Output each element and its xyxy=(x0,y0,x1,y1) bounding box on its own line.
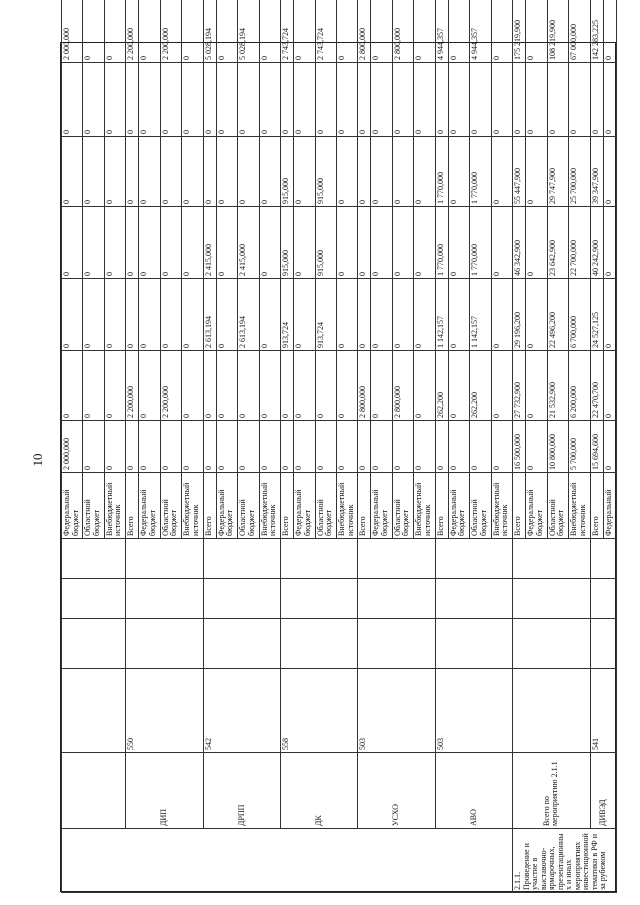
table-cell: 0 xyxy=(182,207,203,279)
table-cell: 1 770,000 xyxy=(435,207,448,279)
table-cell: 0 xyxy=(294,0,315,63)
table-cell: 0 xyxy=(603,137,616,207)
table-cell: Федеральный бюджет xyxy=(448,473,469,539)
table-cell: 0 xyxy=(126,279,139,351)
table-cell: Всего xyxy=(281,473,294,539)
table-row xyxy=(358,0,371,893)
table-cell xyxy=(126,539,203,579)
table-cell: 0 xyxy=(126,137,139,207)
table-cell: 16 500,000 xyxy=(513,421,526,473)
table-cell: 6 200,000 xyxy=(569,351,590,421)
table-cell: 0 xyxy=(281,63,294,137)
table-cell: 29 196,200 xyxy=(513,279,526,351)
table-cell: 0 xyxy=(126,421,139,473)
table-cell: Внебюджетный источник xyxy=(414,473,435,539)
table-cell xyxy=(62,669,126,753)
table-cell: 0 xyxy=(104,63,125,137)
table-row xyxy=(513,0,526,893)
table-cell: 0 xyxy=(139,207,160,279)
table-cell: ДК xyxy=(281,753,358,829)
table-cell: Федеральный бюджет xyxy=(139,473,160,539)
table-cell: 0 xyxy=(294,421,315,473)
table-cell: 0 xyxy=(590,63,603,137)
table-cell: 0 xyxy=(448,63,469,137)
table-cell xyxy=(513,539,590,579)
table-cell xyxy=(513,579,590,619)
table-cell: 0 xyxy=(448,351,469,421)
table-cell: 25 700,000 xyxy=(569,137,590,207)
table-cell: 0 xyxy=(371,421,392,473)
table-cell: 0 xyxy=(83,137,104,207)
table-cell: 0 xyxy=(216,137,237,207)
table-cell: Областной бюджет xyxy=(392,473,413,539)
table-cell: 4 944,357 xyxy=(435,0,448,63)
rotation-wrapper xyxy=(61,20,617,893)
table-cell: Федеральный бюджет xyxy=(216,473,237,539)
table-cell: Внебюджетный источник xyxy=(491,473,512,539)
table-cell: Федеральный бюджет xyxy=(294,473,315,539)
table-cell: 10 800,000 xyxy=(547,421,568,473)
table-cell: 0 xyxy=(470,63,491,137)
table-cell: 0 xyxy=(526,137,547,207)
table-cell: 0 xyxy=(526,63,547,137)
table-cell: 0 xyxy=(371,279,392,351)
page-number: 10 xyxy=(30,453,45,467)
table-cell xyxy=(203,539,280,579)
table-cell: Областной бюджет xyxy=(83,473,104,539)
table-cell: 67 000,000 xyxy=(569,0,590,63)
table-cell: 55 447,900 xyxy=(513,137,526,207)
table-cell: 1 770,000 xyxy=(470,137,491,207)
table-cell: 0 xyxy=(414,351,435,421)
table-cell: 0 xyxy=(203,137,216,207)
rotated-table-sheet xyxy=(60,20,616,892)
table-cell xyxy=(62,753,126,829)
table-cell: 0 xyxy=(238,351,259,421)
table-cell: 2 613,194 xyxy=(203,279,216,351)
table-cell: 0 xyxy=(203,421,216,473)
table-cell xyxy=(203,619,280,669)
table-cell: 503 xyxy=(435,669,512,753)
table-cell: 0 xyxy=(160,63,181,137)
table-cell: 0 xyxy=(62,63,83,137)
table-cell: 2 200,000 xyxy=(126,351,139,421)
table-cell: 24 527,125 xyxy=(590,279,603,351)
table-cell: Федеральный бюджет xyxy=(62,473,83,539)
table-cell: 0 xyxy=(569,63,590,137)
table-cell: Областной бюджет xyxy=(315,473,336,539)
table-cell: 0 xyxy=(182,63,203,137)
table-cell: 0 xyxy=(216,351,237,421)
table-cell: 0 xyxy=(491,421,512,473)
table-cell xyxy=(435,579,512,619)
table-cell xyxy=(435,539,512,579)
table-cell: 0 xyxy=(435,63,448,137)
table-cell: 0 xyxy=(216,279,237,351)
table-cell: 542 xyxy=(203,669,280,753)
table-cell: 0 xyxy=(371,137,392,207)
table-cell: 0 xyxy=(358,279,371,351)
table-cell: 0 xyxy=(83,421,104,473)
table-cell: 0 xyxy=(139,0,160,63)
table-cell: 0 xyxy=(448,0,469,63)
table-cell: 0 xyxy=(358,421,371,473)
table-cell: 2 800,000 xyxy=(358,0,371,63)
table-cell: 0 xyxy=(448,137,469,207)
table-cell: 0 xyxy=(294,137,315,207)
table-cell: 0 xyxy=(216,63,237,137)
table-cell: 2.1.1. Проведение и участие в выставочно-ярмарочных, презентационных и иных мероприятиях инвестиционной тематики в РФ и за рубежом xyxy=(513,829,617,893)
table-cell xyxy=(358,579,435,619)
table-cell: 2 800,000 xyxy=(392,351,413,421)
table-cell: 0 xyxy=(160,421,181,473)
table-cell: 4 944,357 xyxy=(470,0,491,63)
table-cell: 0 xyxy=(104,351,125,421)
table-cell: 0 xyxy=(337,207,358,279)
table-cell: 0 xyxy=(603,421,616,473)
table-cell: 0 xyxy=(358,137,371,207)
table-cell: 503 xyxy=(358,669,435,753)
table-cell: 5 028,194 xyxy=(203,0,216,63)
table-cell: 2 200,000 xyxy=(126,0,139,63)
table-cell: Всего xyxy=(126,473,139,539)
table-cell: 0 xyxy=(491,137,512,207)
table-cell: Внебюджетный источник xyxy=(182,473,203,539)
table-cell: 0 xyxy=(371,351,392,421)
table-cell xyxy=(358,619,435,669)
table-cell xyxy=(435,619,512,669)
table-cell: 915,000 xyxy=(281,137,294,207)
table-cell: 0 xyxy=(526,421,547,473)
table-cell: Федеральный xyxy=(603,473,616,539)
table-cell: 0 xyxy=(259,63,280,137)
table-cell: 6 700,000 xyxy=(569,279,590,351)
table-cell: 0 xyxy=(392,421,413,473)
table-cell: 0 xyxy=(337,63,358,137)
table-cell: 0 xyxy=(435,421,448,473)
table-cell: 142 283,225 xyxy=(590,0,603,63)
table-cell: 0 xyxy=(62,137,83,207)
table-cell: 0 xyxy=(238,63,259,137)
table-cell: 0 xyxy=(491,279,512,351)
table-cell xyxy=(590,539,616,579)
table-cell xyxy=(62,579,126,619)
table-cell: 29 747,900 xyxy=(547,137,568,207)
table-cell: Областной бюджет xyxy=(470,473,491,539)
table-cell: 0 xyxy=(392,137,413,207)
table-cell: 0 xyxy=(603,0,616,63)
table-cell: 0 xyxy=(294,63,315,137)
table-cell: 0 xyxy=(547,63,568,137)
table-cell: 558 xyxy=(281,669,358,753)
table-cell: Областной бюджет xyxy=(547,473,568,539)
table-cell: 0 xyxy=(139,351,160,421)
table-cell: 0 xyxy=(182,421,203,473)
table-cell: 0 xyxy=(203,351,216,421)
table-cell: 2 415,000 xyxy=(203,207,216,279)
table-cell xyxy=(513,619,590,669)
budget-table xyxy=(61,0,617,893)
table-cell xyxy=(62,829,513,893)
table-cell: УСХО xyxy=(358,753,435,829)
table-cell xyxy=(281,619,358,669)
table-cell: 2 613,194 xyxy=(238,279,259,351)
table-cell: 0 xyxy=(371,207,392,279)
table-cell: 0 xyxy=(315,63,336,137)
table-cell: 0 xyxy=(160,207,181,279)
table-cell: 0 xyxy=(139,137,160,207)
table-cell: 22 470,700 xyxy=(590,351,603,421)
table-cell: 0 xyxy=(281,421,294,473)
table-cell: 0 xyxy=(139,279,160,351)
table-cell: 0 xyxy=(182,351,203,421)
table-cell: Всего xyxy=(203,473,216,539)
table-cell: 915,000 xyxy=(315,207,336,279)
table-cell: Внебюджетный источник xyxy=(337,473,358,539)
table-cell: 0 xyxy=(62,279,83,351)
table-cell: 0 xyxy=(392,63,413,137)
table-cell: 0 xyxy=(182,0,203,63)
table-cell: 0 xyxy=(414,279,435,351)
table-cell: Всего по мероприятию 2.1.1 xyxy=(513,753,590,829)
table-row xyxy=(203,0,216,893)
table-cell: 0 xyxy=(238,137,259,207)
table-cell: 1 770,000 xyxy=(470,207,491,279)
table-cell: 0 xyxy=(104,0,125,63)
table-row xyxy=(281,0,294,893)
table-cell: 0 xyxy=(216,421,237,473)
table-cell: 0 xyxy=(294,351,315,421)
table-cell: 22 700,000 xyxy=(569,207,590,279)
table-cell: 27 732,900 xyxy=(513,351,526,421)
table-cell: 0 xyxy=(104,279,125,351)
table-cell: 0 xyxy=(491,0,512,63)
table-cell: 0 xyxy=(448,207,469,279)
table-cell: 0 xyxy=(294,207,315,279)
table-cell: 0 xyxy=(182,137,203,207)
table-cell: 0 xyxy=(139,421,160,473)
table-cell: 2 000,000 xyxy=(62,421,83,473)
table-cell: 5 700,000 xyxy=(569,421,590,473)
table-cell: 2 200,000 xyxy=(160,0,181,63)
table-cell: 21 532,900 xyxy=(547,351,568,421)
table-cell: Всего xyxy=(513,473,526,539)
table-cell: 0 xyxy=(603,351,616,421)
table-cell: 0 xyxy=(182,279,203,351)
table-cell: Внебюджетный источник xyxy=(104,473,125,539)
table-cell: 0 xyxy=(337,351,358,421)
table-cell: 0 xyxy=(337,279,358,351)
table-cell xyxy=(281,539,358,579)
table-cell: 46 342,900 xyxy=(513,207,526,279)
table-row xyxy=(62,0,83,893)
table-cell xyxy=(590,619,616,669)
table-cell: 15 694,600 xyxy=(590,421,603,473)
table-cell: Всего xyxy=(358,473,371,539)
table-cell: 1 142,157 xyxy=(470,279,491,351)
table-cell: 0 xyxy=(526,279,547,351)
table-cell: 2 415,000 xyxy=(238,207,259,279)
table-cell: Внебюджетный источник xyxy=(259,473,280,539)
table-cell: 913,724 xyxy=(315,279,336,351)
table-cell: 0 xyxy=(83,351,104,421)
table-cell: 915,000 xyxy=(281,207,294,279)
table-cell: 0 xyxy=(83,279,104,351)
table-cell xyxy=(203,579,280,619)
table-cell: 262,200 xyxy=(435,351,448,421)
table-cell: 0 xyxy=(216,0,237,63)
table-cell: 0 xyxy=(414,137,435,207)
table-cell xyxy=(126,619,203,669)
table-cell: 0 xyxy=(337,137,358,207)
table-cell: ДИП xyxy=(126,753,203,829)
table-cell: 0 xyxy=(259,279,280,351)
table-cell: 0 xyxy=(414,421,435,473)
table-cell xyxy=(281,579,358,619)
table-cell: 0 xyxy=(470,421,491,473)
table-cell: 0 xyxy=(315,351,336,421)
table-cell: 175 219,900 xyxy=(513,0,526,63)
table-cell: 0 xyxy=(259,207,280,279)
table-cell: 0 xyxy=(358,63,371,137)
table-cell: 0 xyxy=(62,351,83,421)
table-cell: 0 xyxy=(526,351,547,421)
table-cell: 0 xyxy=(337,421,358,473)
table-cell: 0 xyxy=(259,137,280,207)
table-cell: 0 xyxy=(315,421,336,473)
table-cell: 2 800,000 xyxy=(358,351,371,421)
table-cell: 0 xyxy=(104,207,125,279)
table-cell: 0 xyxy=(160,137,181,207)
table-cell: 0 xyxy=(414,0,435,63)
table-cell: 40 242,900 xyxy=(590,207,603,279)
table-cell: 0 xyxy=(371,0,392,63)
table-cell: 0 xyxy=(491,351,512,421)
table-cell: 0 xyxy=(216,207,237,279)
table-cell xyxy=(358,539,435,579)
table-cell: 0 xyxy=(491,207,512,279)
table-cell: 0 xyxy=(83,207,104,279)
table-cell: 22 496,200 xyxy=(547,279,568,351)
table-cell: 0 xyxy=(358,207,371,279)
table-cell: 108 219,900 xyxy=(547,0,568,63)
table-cell: 1 770,000 xyxy=(435,137,448,207)
table-cell: 0 xyxy=(259,0,280,63)
table-cell: 0 xyxy=(139,63,160,137)
table-cell: 0 xyxy=(414,207,435,279)
table-cell: Внебюджетный источник xyxy=(569,473,590,539)
table-cell: 262,200 xyxy=(470,351,491,421)
table-cell: 0 xyxy=(126,207,139,279)
table-cell: 0 xyxy=(259,351,280,421)
table-cell xyxy=(126,579,203,619)
table-cell: 0 xyxy=(104,137,125,207)
table-cell: 541 xyxy=(590,669,616,753)
table-cell: Областной бюджет xyxy=(238,473,259,539)
table-cell xyxy=(62,619,126,669)
table-cell: 1 142,157 xyxy=(435,279,448,351)
table-cell: Всего xyxy=(435,473,448,539)
table-cell: 0 xyxy=(414,63,435,137)
table-cell: 550 xyxy=(126,669,203,753)
table-cell: 0 xyxy=(62,207,83,279)
table-cell: 0 xyxy=(371,63,392,137)
table-cell xyxy=(62,539,126,579)
table-cell: ДИВЭД xyxy=(590,753,616,829)
table-cell: 0 xyxy=(392,279,413,351)
table-cell: АВО xyxy=(435,753,512,829)
table-cell: 0 xyxy=(603,279,616,351)
table-cell xyxy=(513,669,590,753)
table-cell: 2 743,724 xyxy=(315,0,336,63)
table-cell: 2 000,000 xyxy=(62,0,83,63)
table-body xyxy=(62,0,617,893)
table-cell: 0 xyxy=(513,63,526,137)
table-cell: 2 743,724 xyxy=(281,0,294,63)
table-cell: Федеральный бюджет xyxy=(526,473,547,539)
table-cell: Областной бюджет xyxy=(160,473,181,539)
table-cell: 0 xyxy=(259,421,280,473)
table-cell: 0 xyxy=(203,63,216,137)
table-cell: 0 xyxy=(238,421,259,473)
table-cell: 2 200,000 xyxy=(160,351,181,421)
table-cell: 0 xyxy=(126,63,139,137)
table-cell: 0 xyxy=(526,207,547,279)
table-cell: Всего xyxy=(590,473,603,539)
table-cell: 0 xyxy=(603,63,616,137)
table-cell: 0 xyxy=(392,207,413,279)
table-cell: 23 642,900 xyxy=(547,207,568,279)
table-cell: 0 xyxy=(104,421,125,473)
table-cell: 0 xyxy=(294,279,315,351)
table-row xyxy=(435,0,448,893)
table-cell: 5 028,194 xyxy=(238,0,259,63)
table-cell: 39 347,900 xyxy=(590,137,603,207)
table-cell: 0 xyxy=(281,351,294,421)
table-cell: 0 xyxy=(160,279,181,351)
table-cell: 2 800,000 xyxy=(392,0,413,63)
table-cell: ДРПП xyxy=(203,753,280,829)
table-cell: 0 xyxy=(337,0,358,63)
table-cell: 0 xyxy=(83,0,104,63)
table-row xyxy=(126,0,139,893)
table-cell xyxy=(590,579,616,619)
table-cell: 0 xyxy=(83,63,104,137)
table-cell: 0 xyxy=(448,421,469,473)
table-cell: 0 xyxy=(448,279,469,351)
table-cell: 0 xyxy=(491,63,512,137)
table-cell: Федеральный бюджет xyxy=(371,473,392,539)
table-row xyxy=(590,0,603,893)
table-cell: 0 xyxy=(526,0,547,63)
table-cell: 915,000 xyxy=(315,137,336,207)
table-cell: 0 xyxy=(603,207,616,279)
table-cell: 913,724 xyxy=(281,279,294,351)
